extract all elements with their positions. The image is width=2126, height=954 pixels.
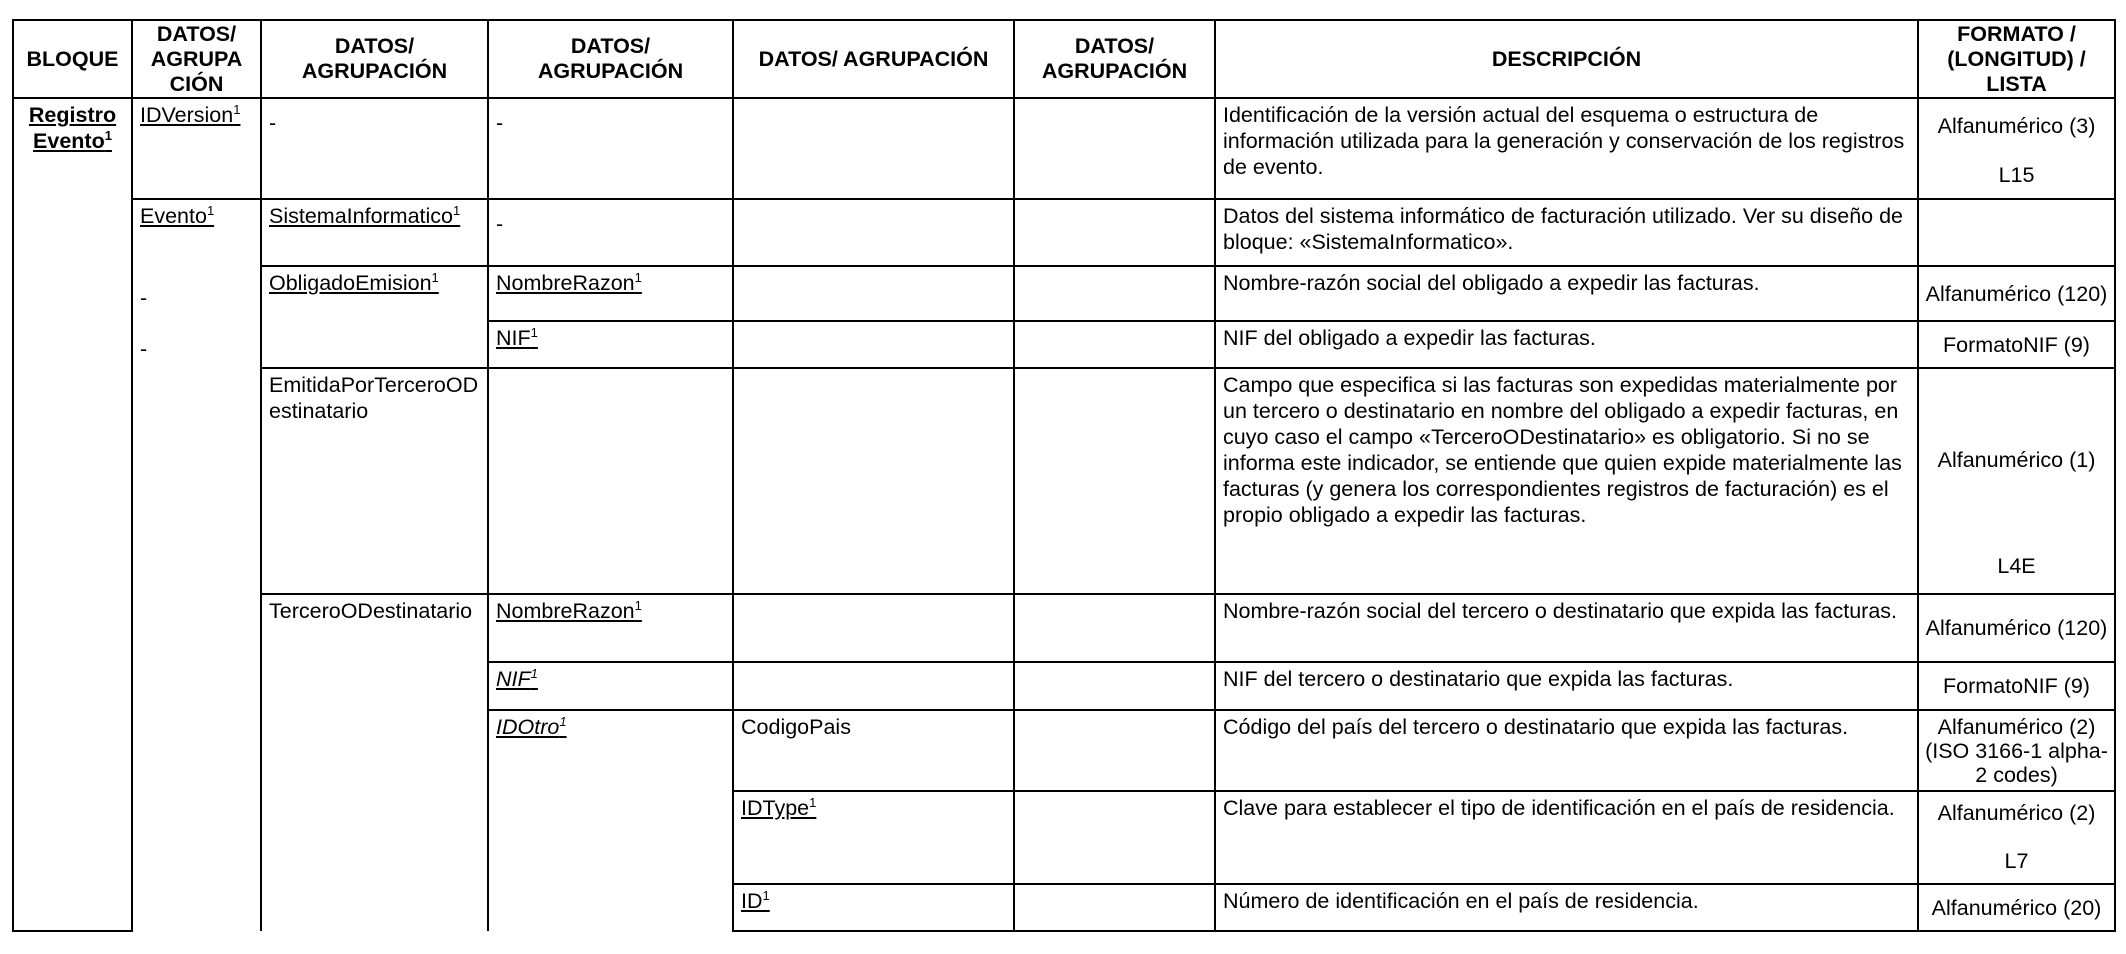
field-idtype: IDType$^1$ <box>733 791 1014 884</box>
field-tercerodestinatario: TerceroODestinatario <box>261 594 488 931</box>
field-nombrerazon: NombreRazon$^1$ <box>488 266 733 321</box>
format-cell <box>1918 368 2115 594</box>
empty-cell <box>1014 368 1215 594</box>
field-idotro: IDOtro$^1$ <box>488 710 733 931</box>
empty-cell <box>733 594 1014 662</box>
header-datos-4: DATOS/ AGRUPACIÓN <box>733 20 1014 98</box>
empty-cell <box>733 368 1014 594</box>
empty-cell <box>1014 662 1215 710</box>
format-value: Alfanumérico (1) <box>1937 448 2096 472</box>
field-sistemainformatico: SistemaInformatico$^1$ <box>261 199 488 266</box>
format-value: Alfanumérico (3) <box>1937 114 2096 138</box>
description-cell: Nombre-razón social del tercero o destinatario que expida las facturas. <box>1215 594 1918 662</box>
field-dash: - <box>261 98 488 199</box>
format-cell: Alfanumérico (120) <box>1918 266 2115 321</box>
format-cell: Alfanumérico (20) <box>1918 884 2115 931</box>
spec-table <box>12 19 2116 932</box>
header-datos-3: DATOS/ AGRUPACIÓN <box>488 20 733 98</box>
description-cell: Clave para establecer el tipo de identificación en el país de residencia. <box>1215 791 1918 884</box>
empty-cell <box>733 321 1014 368</box>
empty-cell <box>1014 266 1215 321</box>
header-descripcion: DESCRIPCIÓN <box>1215 20 1918 98</box>
field-nif: NIF$^1$ <box>488 321 733 368</box>
description-cell: Código del país del tercero o destinatario que expida las facturas. <box>1215 710 1918 791</box>
empty-cell <box>733 199 1014 266</box>
table-row <box>13 266 2115 321</box>
empty-cell <box>1014 710 1215 791</box>
format-cell <box>1918 791 2115 884</box>
field-idversion: IDVersion$^1$ <box>132 98 261 199</box>
table-row <box>13 199 2115 266</box>
bloque-label: Registro Evento$^1$ <box>28 103 117 153</box>
header-bloque: BLOQUE <box>13 20 132 98</box>
field-evento: Evento$^1$ - - <box>132 199 261 931</box>
field-id: $ID^1$ <box>733 884 1014 931</box>
header-formato: FORMATO / (LONGITUD) / LISTA <box>1918 20 2115 98</box>
format-cell: FormatoNIF (9) <box>1918 662 2115 710</box>
description-cell: Nombre-razón social del obligado a expedir las facturas. <box>1215 266 1918 321</box>
field-codigopais: CodigoPais <box>733 710 1014 791</box>
empty-cell <box>1014 594 1215 662</box>
format-value: Alfanumérico (2) <box>1937 801 2096 825</box>
field-nif: NIF$^1$ <box>488 662 733 710</box>
description-cell: Campo que especifica si las facturas son expedidas materialmente por un tercero o destinatario en nombre del obligado a expedir facturas, en cuyo caso el campo «TerceroODestinatario» es obligatorio. Si no se informa este indicador, se entiende que quien expide materialmente las facturas (y genera los correspondientes registros de facturación) es el propio obligado a expedir las facturas. <box>1215 368 1918 594</box>
bloque-cell <box>13 98 132 931</box>
table-row <box>13 98 2115 199</box>
empty-cell <box>1014 98 1215 199</box>
table-row <box>13 594 2115 662</box>
field-emitidaportercero: EmitidaPorTerceroODestinatario <box>261 368 488 594</box>
format-cell <box>1918 98 2115 199</box>
header-datos-5: DATOS/ AGRUPACIÓN <box>1014 20 1215 98</box>
description-cell: Datos del sistema informático de facturación utilizado. Ver su diseño de bloque: «SistemaInformatico». <box>1215 199 1918 266</box>
empty-cell <box>1014 884 1215 931</box>
description-cell: Número de identificación en el país de residencia. <box>1215 884 1918 931</box>
empty-cell <box>733 662 1014 710</box>
header-datos-1: DATOS/ AGRUPA CIÓN <box>132 20 261 98</box>
format-cell <box>1918 199 2115 266</box>
empty-cell <box>733 266 1014 321</box>
empty-cell <box>733 98 1014 199</box>
list-value: L7 <box>2004 849 2029 873</box>
empty-cell <box>1014 199 1215 266</box>
empty-cell <box>1014 791 1215 884</box>
field-obligadoemision: ObligadoEmision$^1$ <box>261 266 488 368</box>
field-dash: - <box>488 199 733 266</box>
format-cell: FormatoNIF (9) <box>1918 321 2115 368</box>
table-row <box>13 368 2115 594</box>
list-value: L15 <box>1998 163 2035 187</box>
description-cell: Identificación de la versión actual del esquema o estructura de información utilizada para la generación y conservación de los registros de evento. <box>1215 98 1918 199</box>
empty-cell <box>488 368 733 594</box>
format-cell: Alfanumérico (120) <box>1918 594 2115 662</box>
header-datos-2: DATOS/ AGRUPACIÓN <box>261 20 488 98</box>
format-cell: Alfanumérico (2) (ISO 3166-1 alpha-2 codes) <box>1918 710 2115 791</box>
empty-cell <box>1014 321 1215 368</box>
description-cell: NIF del obligado a expedir las facturas. <box>1215 321 1918 368</box>
field-nombrerazon: NombreRazon$^1$ <box>488 594 733 662</box>
field-dash: - <box>488 98 733 199</box>
list-value: L4E <box>1997 554 2036 578</box>
header-row <box>13 20 2115 98</box>
description-cell: NIF del tercero o destinatario que expida las facturas. <box>1215 662 1918 710</box>
